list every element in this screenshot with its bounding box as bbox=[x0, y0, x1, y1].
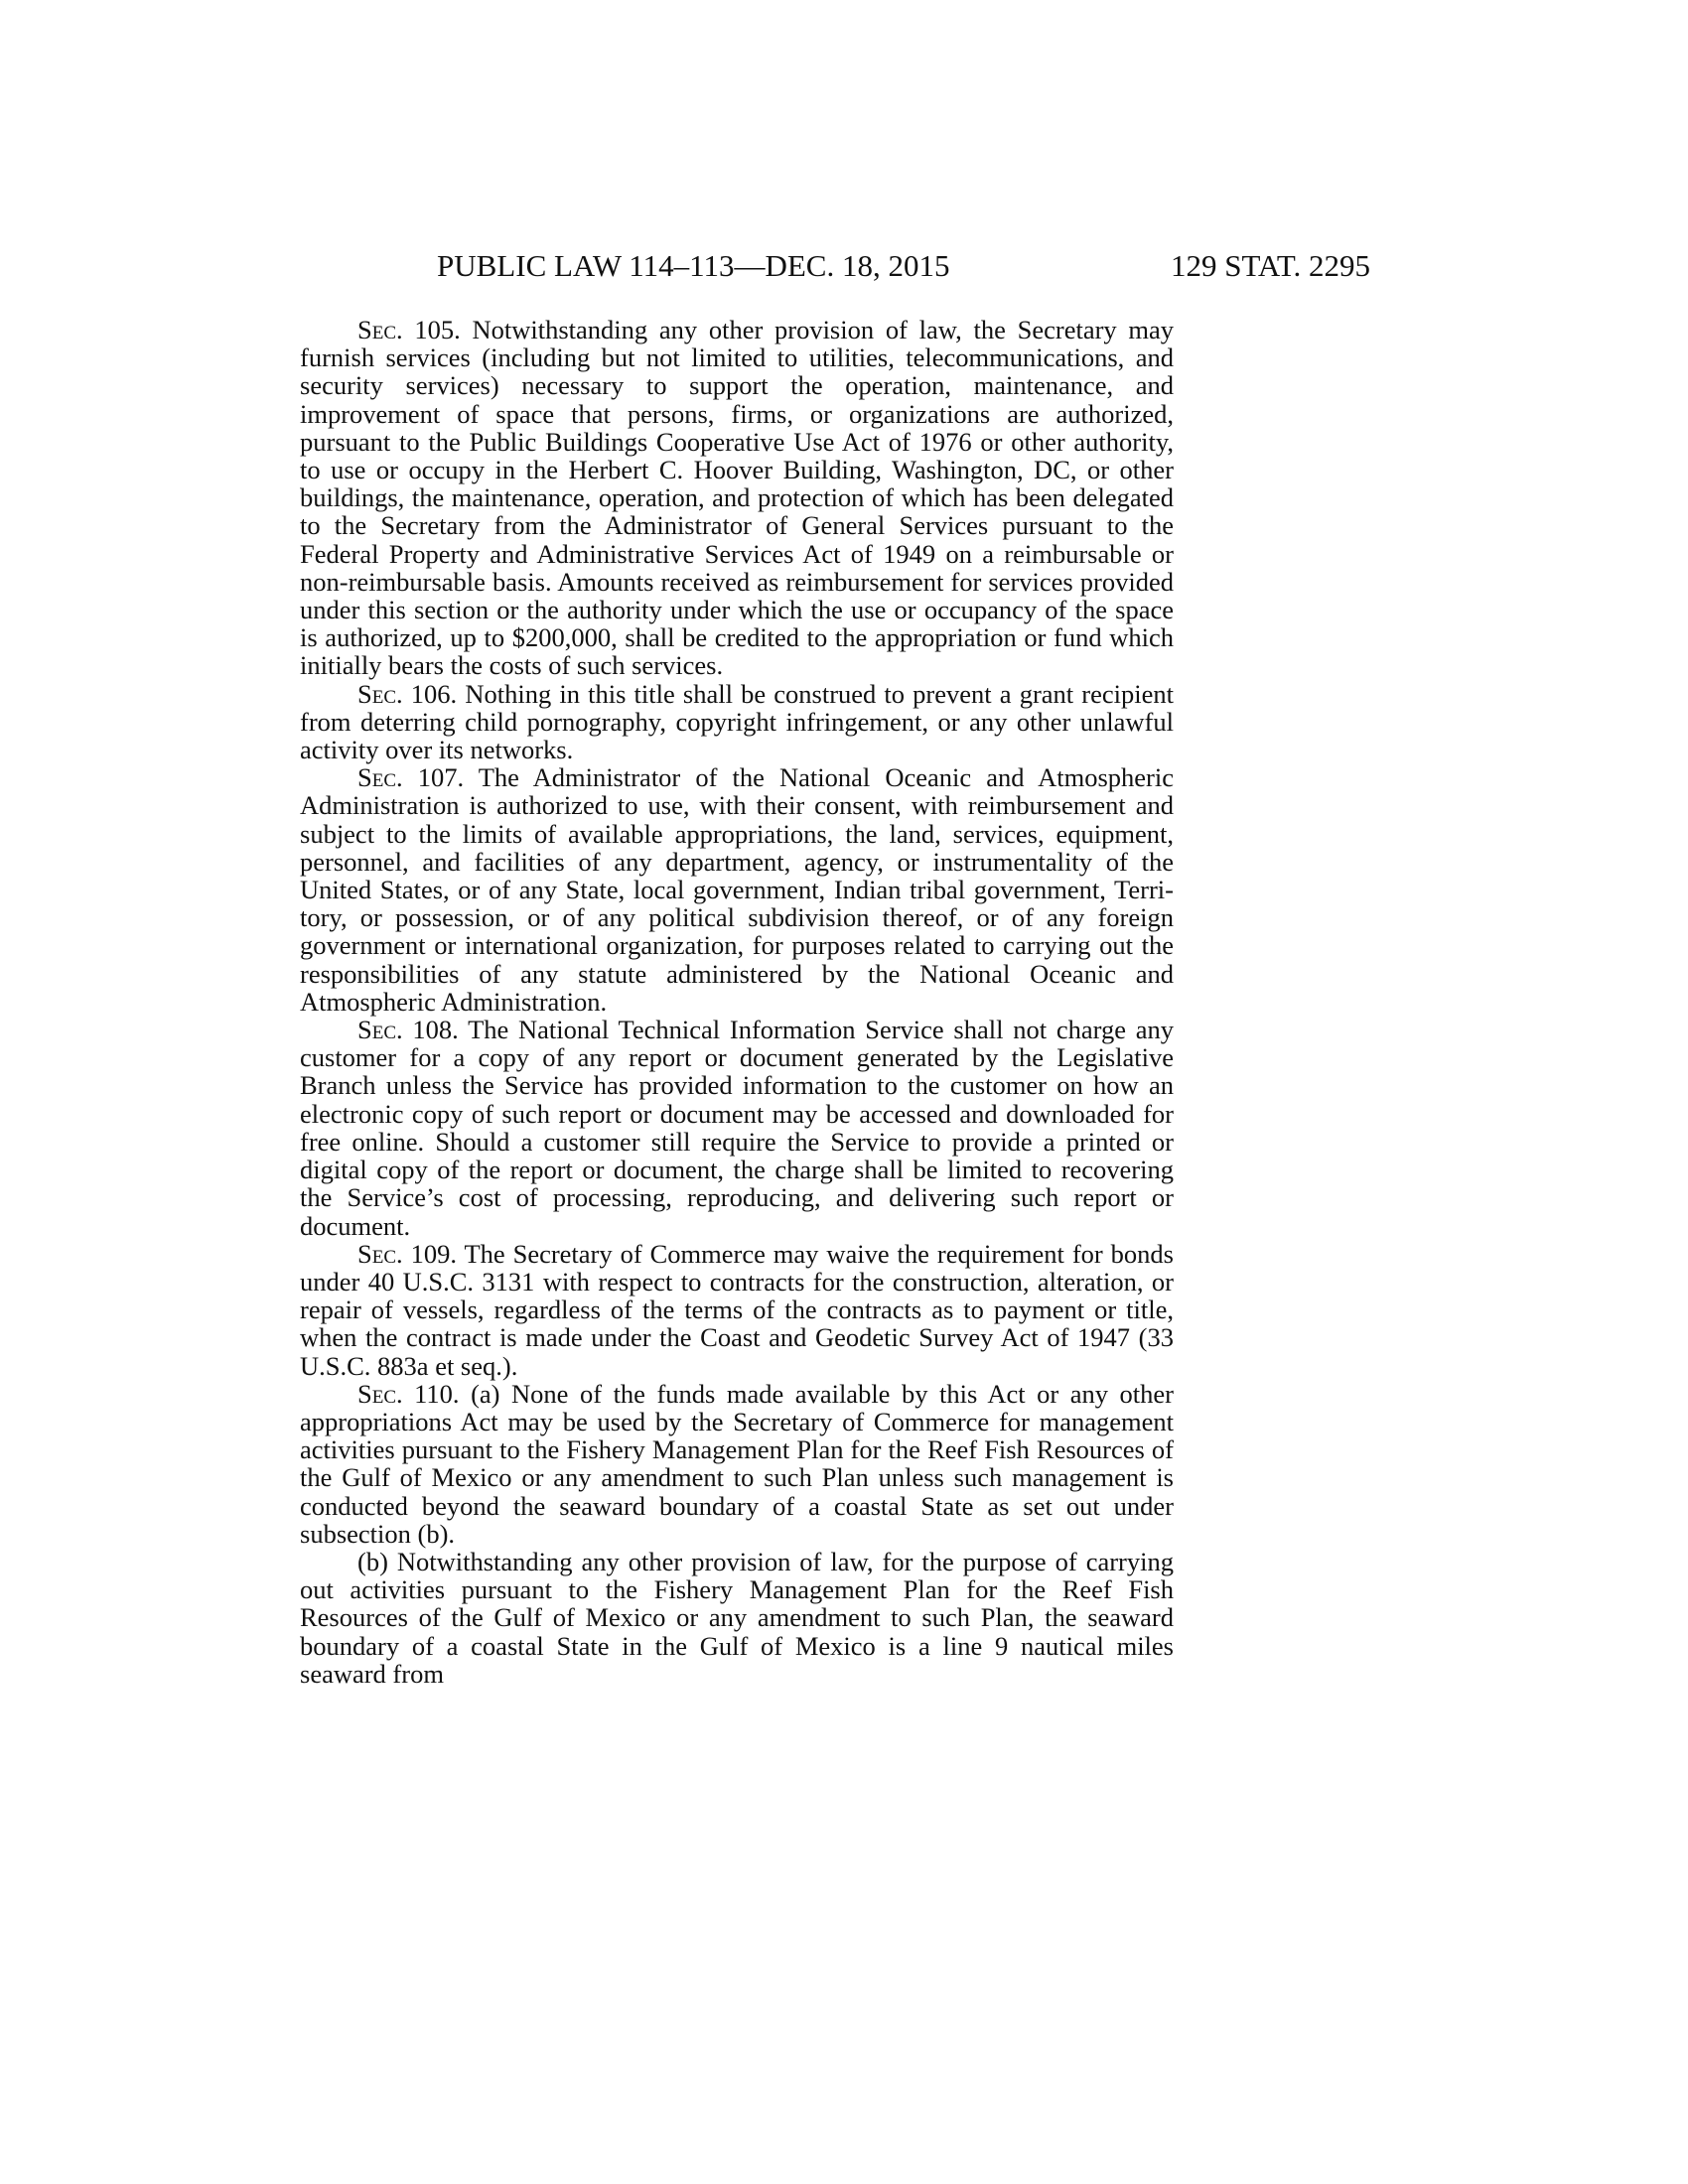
section-text: The National Technical Information Service shall not charge any customer for a copy of any report or document generated by the Legislative Branch unless the Service has provided information to the customer on how an electronic copy of such report or document may be accessed and downloaded for free online. Should a customer still require the Service to provide a printed or digital copy of the report or document, the charge shall be limited to recovering the Service’s cost of processing, reproducing, and delivering such report or document. bbox=[300, 1015, 1174, 1241]
section-110a-paragraph bbox=[300, 1380, 1174, 1548]
header-title: PUBLIC LAW 114–113—DEC. 18, 2015 bbox=[437, 248, 950, 283]
section-label: Sec. 108. bbox=[357, 1015, 459, 1045]
section-text: (a) None of the funds made available by this Act or any other appropriations Act may be used by the Secretary of Commerce for management activities pursuant to the Fishery Management Plan for the Reef Fish Resources of the Gulf of Mexico or any amendment to such Plan unless such management is conducted beyond the seaward boundary of a coastal State as set out under subsection (b). bbox=[300, 1378, 1174, 1549]
section-108-paragraph bbox=[300, 1016, 1174, 1240]
section-109-paragraph bbox=[300, 1240, 1174, 1380]
header-page-reference: 129 STAT. 2295 bbox=[1170, 248, 1370, 283]
section-label: Sec. 109. bbox=[357, 1238, 457, 1269]
section-text: Notwithstanding any other provision of law, the Secretary may furnish services (including but not limited to utilities, telecommunications, and security services) necessary to support the operation, maintenance, and improvement of space that persons, firms, or organizations are authorized, pursuant to the Public Buildings Cooperative Use Act of 1976 or other authority, to use or occupy in the Herbert C. Hoover Building, Washington, DC, or other buildings, the maintenance, operation, and protection of which has been delegated to the Secretary from the Administrator of General Services pursuant to the Federal Property and Administrative Services Act of 1949 on a reimbursable or non-reimbursable basis. Amounts received as reimbursement for services provided under this section or the authority under which the use or occupancy of the space is authorized, up to $200,000, shall be credited to the appropriation or fund which initially bears the costs of such services. bbox=[300, 315, 1174, 681]
section-label: Sec. 106. bbox=[357, 678, 458, 709]
section-105-paragraph bbox=[300, 316, 1174, 680]
section-text: The Administrator of the National Oceanic and Atmospheric Administration is authorized to use, with their consent, with reimbursement and subject to the limits of available appropriations, the land, services, equipment, personnel, and facilities of any department, agency, or instrumentality of the United States, or of any State, local government, Indian tribal government, Territory, or possession, or of any political subdivision thereof, or of any foreign government or international organization, for purposes related to carrying out the responsibilities of any statute administered by the National Oceanic and Atmospheric Administration. bbox=[300, 762, 1174, 1017]
section-label: Sec. 105. bbox=[357, 315, 461, 344]
section-110b-paragraph bbox=[300, 1548, 1174, 1688]
section-106-paragraph bbox=[300, 680, 1174, 764]
section-107-paragraph bbox=[300, 763, 1174, 1016]
section-text: The Secretary of Commerce may waive the requirement for bonds under 40 U.S.C. 3131 with respect to contracts for the construction, alteration, or repair of vessels, regardless of the terms of the contracts as to payment or title, when the contract is made under the Coast and Geodetic Survey Act of 1947 (33 U.S.C. 883a et seq.). bbox=[300, 1238, 1174, 1381]
running-header bbox=[298, 246, 1370, 286]
body-text bbox=[300, 316, 1174, 1688]
section-label: Sec. 110. bbox=[357, 1378, 460, 1409]
section-text: Nothing in this title shall be construed to prevent a grant recipient from deterring child pornography, copyright infringement, or any other unlawful activity over its networks. bbox=[300, 678, 1174, 765]
section-text: (b) Notwithstanding any other provision of law, for the purpose of carrying out activities pursuant to the Fishery Management Plan for the Reef Fish Resources of the Gulf of Mexico or any amendment to such Plan, the seaward boundary of a coastal State in the Gulf of Mexico is a line 9 nautical miles seaward from bbox=[300, 1546, 1174, 1689]
section-label: Sec. 107. bbox=[357, 762, 465, 793]
